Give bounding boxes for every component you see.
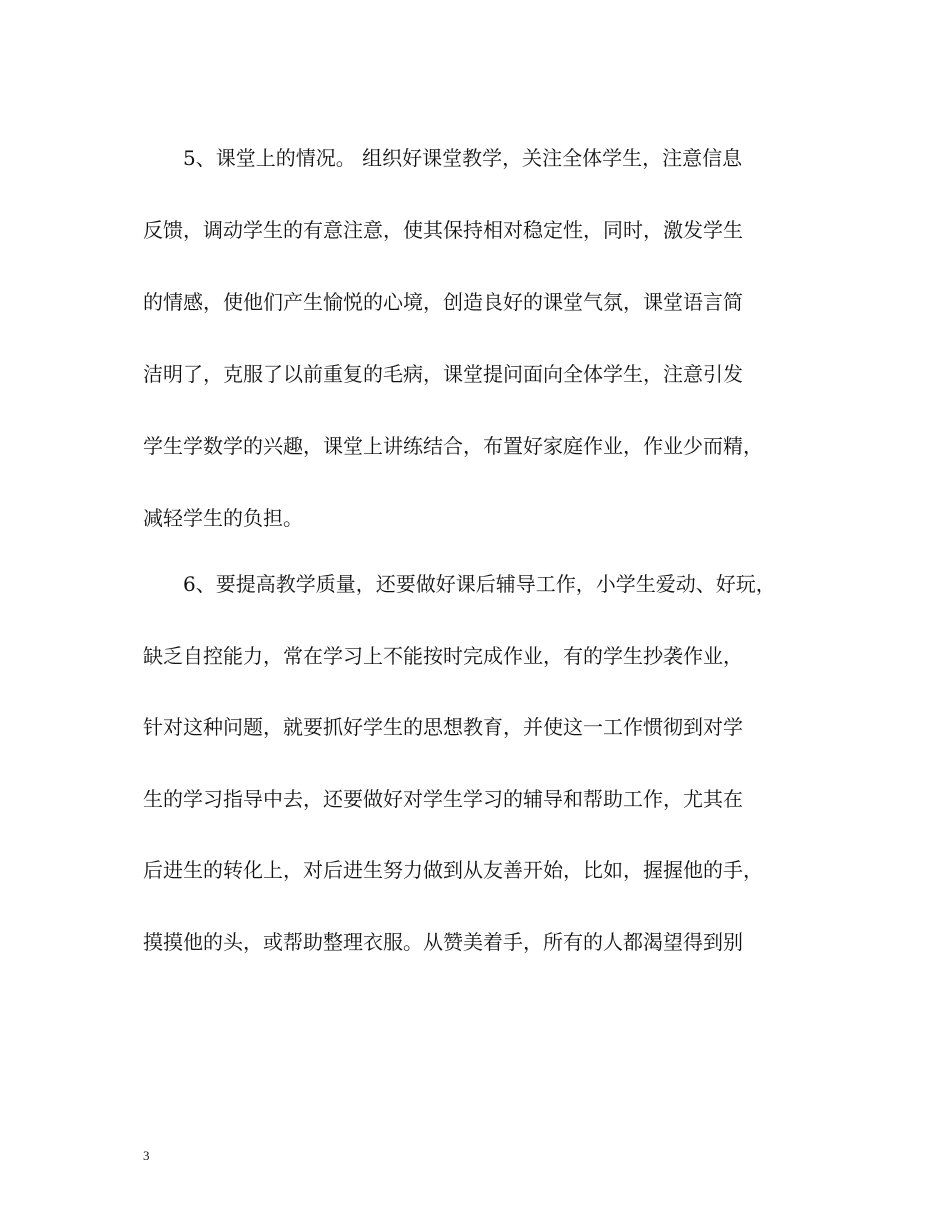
- text-line: 针对这种问题，就要抓好学生的思想教育，并使这一工作惯彻到对学: [143, 715, 743, 739]
- text-line: 缺乏自控能力，常在学习上不能按时完成作业，有的学生抄袭作业，: [143, 644, 743, 668]
- text-line: 学生学数学的兴趣，课堂上讲练结合，布置好家庭作业，作业少而精，: [143, 434, 763, 458]
- text-line: 6、要提高教学质量，还要做好课后辅导工作，小学生爱动、好玩，: [143, 572, 776, 596]
- text-line: 生的学习指导中去，还要做好对学生学习的辅导和帮助工作，尤其在: [143, 787, 743, 811]
- text-line: 减轻学生的负担。: [143, 506, 303, 530]
- text-line: 洁明了，克服了以前重复的毛病，课堂提问面向全体学生，注意引发: [143, 362, 743, 386]
- text-line: 5、课堂上的情况。 组织好课堂教学，关注全体学生，注意信息: [143, 146, 743, 170]
- text-line: 后进生的转化上，对后进生努力做到从友善开始，比如，握握他的手，: [143, 858, 763, 882]
- text-line: 的情感，使他们产生愉悦的心境，创造良好的课堂气氛，课堂语言简: [143, 290, 743, 314]
- text-line: 反馈，调动学生的有意注意，使其保持相对稳定性，同时，激发学生: [143, 218, 743, 242]
- page-number: 3: [143, 1148, 150, 1163]
- text-line: 摸摸他的头，或帮助整理衣服。从赞美着手，所有的人都渴望得到别: [143, 930, 743, 954]
